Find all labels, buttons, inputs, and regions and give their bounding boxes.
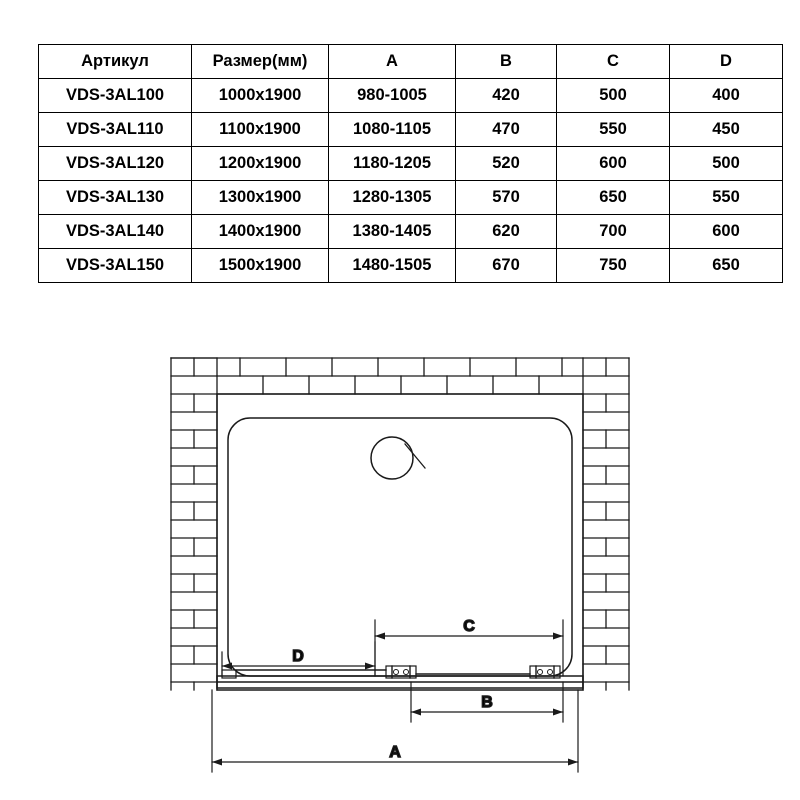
table-header-row: [39, 45, 783, 79]
cell-size: 1500x1900: [192, 249, 329, 283]
cell-article: VDS-3AL150: [39, 249, 192, 283]
cell-d: 450: [670, 113, 783, 147]
cell-b: 520: [456, 147, 557, 181]
column-header-size: Размер(мм): [192, 45, 329, 79]
cell-a: 1480-1505: [329, 249, 456, 283]
cell-article: VDS-3AL120: [39, 147, 192, 181]
cell-a: 1080-1105: [329, 113, 456, 147]
cell-article: VDS-3AL110: [39, 113, 192, 147]
column-header-b: B: [456, 45, 557, 79]
table-row: [39, 79, 783, 113]
cell-c: 650: [557, 181, 670, 215]
cell-d: 600: [670, 215, 783, 249]
cell-b: 470: [456, 113, 557, 147]
cell-c: 700: [557, 215, 670, 249]
glass-panel: [228, 418, 572, 676]
cell-a: 1280-1305: [329, 181, 456, 215]
dimension-label-a: A: [389, 744, 401, 761]
table-row: [39, 147, 783, 181]
cell-b: 570: [456, 181, 557, 215]
cell-c: 600: [557, 147, 670, 181]
cell-a: 1180-1205: [329, 147, 456, 181]
cell-b: 420: [456, 79, 557, 113]
cell-a: 980-1005: [329, 79, 456, 113]
column-header-article: Артикул: [39, 45, 192, 79]
dimension-label-b: B: [481, 694, 493, 711]
cell-d: 500: [670, 147, 783, 181]
top-lintel: [171, 358, 583, 394]
dimension-label-c: C: [463, 618, 475, 635]
cell-size: 1200x1900: [192, 147, 329, 181]
table-row: [39, 215, 783, 249]
wall-left-brick: [171, 358, 217, 690]
cell-article: VDS-3AL140: [39, 215, 192, 249]
cell-size: 1400x1900: [192, 215, 329, 249]
table-row: [39, 181, 783, 215]
cell-article: VDS-3AL130: [39, 181, 192, 215]
bottom-rail: [217, 666, 583, 690]
dimension-label-d: D: [292, 648, 304, 665]
column-header-d: D: [670, 45, 783, 79]
wall-right-brick: [583, 358, 629, 690]
cell-size: 1300x1900: [192, 181, 329, 215]
table-row: [39, 249, 783, 283]
table-row: [39, 113, 783, 147]
shower-head-leader: [405, 444, 425, 468]
shower-head-icon: [371, 437, 413, 479]
cell-b: 670: [456, 249, 557, 283]
cell-b: 620: [456, 215, 557, 249]
specification-table: [38, 44, 783, 283]
cell-article: VDS-3AL100: [39, 79, 192, 113]
cell-size: 1000x1900: [192, 79, 329, 113]
cell-d: 650: [670, 249, 783, 283]
cell-c: 500: [557, 79, 670, 113]
cell-c: 750: [557, 249, 670, 283]
cell-size: 1100x1900: [192, 113, 329, 147]
cell-d: 550: [670, 181, 783, 215]
technical-drawing: [0, 330, 800, 800]
column-header-a: A: [329, 45, 456, 79]
cell-c: 550: [557, 113, 670, 147]
column-header-c: C: [557, 45, 670, 79]
cell-a: 1380-1405: [329, 215, 456, 249]
cell-d: 400: [670, 79, 783, 113]
